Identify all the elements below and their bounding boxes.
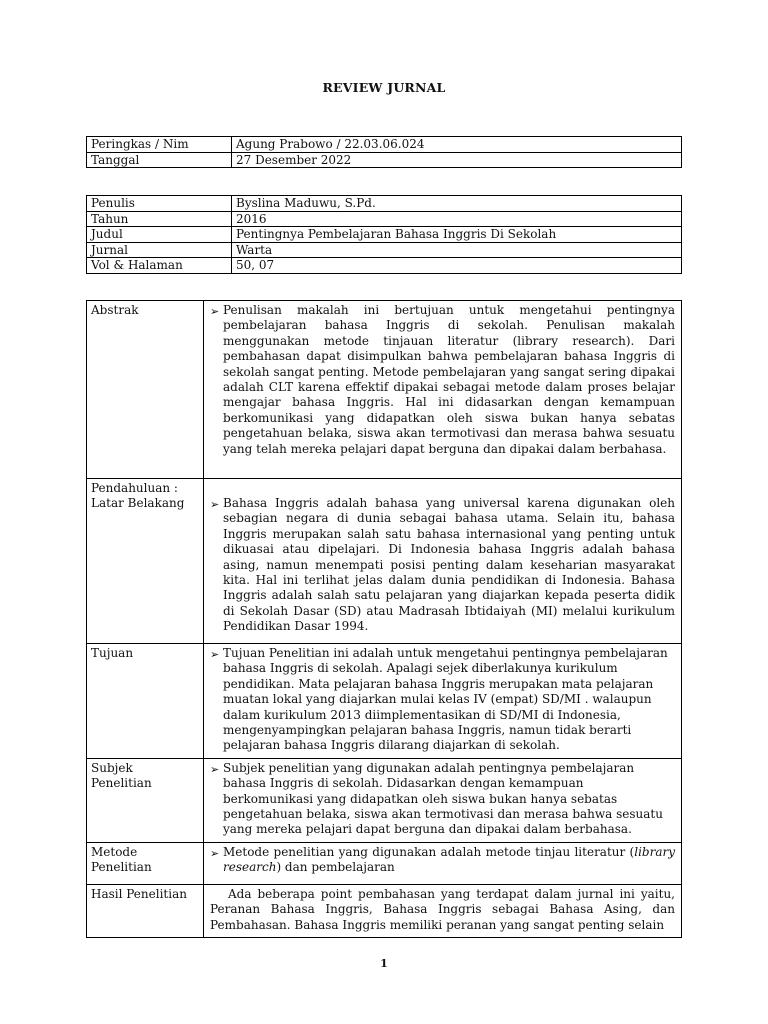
- review-sections-table: [86, 300, 682, 938]
- arrow-bullet-icon: ➢: [210, 305, 220, 318]
- field-value: Warta: [232, 242, 682, 258]
- table-row: [87, 152, 682, 168]
- field-value: 50, 07: [232, 258, 682, 274]
- field-value: 2016: [232, 211, 682, 227]
- section-text: Subjek penelitian yang digunakan adalah pentingnya pembelajaran bahasa Inggris di sekolah. Didasarkan dengan kemampuan berkomunikasi yang didapatkan oleh siswa bukan hanya sebatas pengetahuan belaka, siswa akan termotivasi dan merasa bahwa sesuatu yang mereka pelajari dapat berguna dan dipakai dalam berbahasa.: [223, 760, 663, 837]
- arrow-bullet-icon: ➢: [210, 648, 220, 661]
- document-title: REVIEW JURNAL: [322, 80, 446, 95]
- section-label: Hasil Penelitian: [87, 884, 204, 937]
- section-label: Tujuan: [87, 644, 204, 759]
- field-label: Jurnal: [87, 242, 232, 258]
- table-row: [87, 137, 682, 153]
- table-row: [87, 227, 682, 243]
- field-label: Peringkas / Nim: [87, 137, 232, 153]
- section-abstrak: [87, 301, 682, 479]
- arrow-bullet-icon: ➢: [210, 846, 220, 860]
- table-row: [87, 211, 682, 227]
- section-tujuan: [87, 644, 682, 759]
- section-subjek: [87, 758, 682, 842]
- table-row: [87, 242, 682, 258]
- field-value: 27 Desember 2022: [232, 152, 682, 168]
- section-label: Penelitian: [91, 775, 152, 790]
- section-label: Metode: [91, 844, 138, 859]
- journal-info-table: [86, 195, 682, 274]
- section-text: Ada beberapa point pembahasan yang terdapat dalam jurnal ini yaitu, Peranan Bahasa Inggris, Bahasa Inggris sebagai Bahasa Asing, dan Pembahasan. Bahasa Inggris memiliki peranan yang sangat penting selain: [210, 886, 675, 932]
- page-number: 1: [380, 957, 388, 970]
- field-label: Tahun: [87, 211, 232, 227]
- field-value: Pentingnya Pembelajaran Bahasa Inggris Di Sekolah: [232, 227, 682, 243]
- section-label: Abstrak: [87, 301, 204, 479]
- field-value: Byslina Maduwu, S.Pd.: [232, 196, 682, 212]
- section-label: Pendahuluan :: [91, 481, 178, 495]
- field-label: Tanggal: [87, 152, 232, 168]
- field-label: Penulis: [87, 196, 232, 212]
- section-label: Penelitian: [91, 859, 152, 874]
- section-hasil: [87, 884, 682, 937]
- section-text: Bahasa Inggris adalah bahasa yang universal karena digunakan oleh sebagian negara di dunia sebagai bahasa utama. Selain itu, bahasa Inggris merupakan salah satu bahasa internasional yang penting untuk dikuasai atau dipelajari. Di Indonesia bahasa Inggris adalah bahasa asing, namun menempati posisi penting dalam keseharian masyarakat kita. Hal ini terlihat jelas dalam dunia pendidikan di Indonesia. Bahasa Inggris adalah salah satu pelajaran yang diajarkan kepada peserta didik di Sekolah Dasar (SD) atau Madrasah Ibtidaiyah (MI) melalui kurikulum Pendidikan Dasar 1994.: [223, 496, 675, 634]
- section-label: Latar Belakang: [91, 496, 185, 510]
- section-label: Subjek: [91, 760, 133, 775]
- reviewer-info-table: [86, 136, 682, 168]
- section-text: Tujuan Penelitian ini adalah untuk mengetahui pentingnya pembelajaran bahasa Inggris di sekolah. Apalagi sejek diberlakunya kurikulum pendidikan. Mata pelajaran bahasa Inggris merupakan mata pelajaran muatan lokal yang diajarkan mulai kelas IV (empat) SD/MI . walaupun dalam kurikulum 2013 diimplementasikan di SD/MI di Indonesia, mengenyampingkan pelajaran bahasa Inggris, namun tidak berarti pelajaran bahasa Inggris dilarang diajarkan di sekolah.: [223, 646, 668, 753]
- field-label: Vol & Halaman: [87, 258, 232, 274]
- arrow-bullet-icon: ➢: [210, 498, 220, 511]
- table-row: [87, 196, 682, 212]
- section-metode: [87, 842, 682, 884]
- arrow-bullet-icon: ➢: [210, 762, 220, 776]
- section-text: Metode penelitian yang digunakan adalah metode tinjau literatur (library research) dan pembelajaran: [223, 844, 675, 875]
- table-row: [87, 258, 682, 274]
- field-value: Agung Prabowo / 22.03.06.024: [232, 137, 682, 153]
- section-text: Penulisan makalah ini bertujuan untuk mengetahui pentingnya pembelajaran bahasa Inggris di sekolah. Penulisan makalah menggunakan metode tinjauan literatur (library research). Dari pembahasan dapat disimpulkan bahwa pembelajaran bahasa Inggris di sekolah sangat penting. Metode pembelajaran yang sangat sering dipakai adalah CLT karena effektif dipakai sebagai metode dalam proses belajar mengajar bahasa Inggris. Hal ini didasarkan dengan kemampuan berkomunikasi yang didapatkan oleh siswa bukan hanya sebatas pengetahuan belaka, siswa akan termotivasi dan merasa bahwa sesuatu yang telah mereka pelajari dapat berguna dan dipakai dalam berbahasa.: [223, 303, 675, 456]
- field-label: Judul: [87, 227, 232, 243]
- section-pendahuluan: [87, 479, 682, 644]
